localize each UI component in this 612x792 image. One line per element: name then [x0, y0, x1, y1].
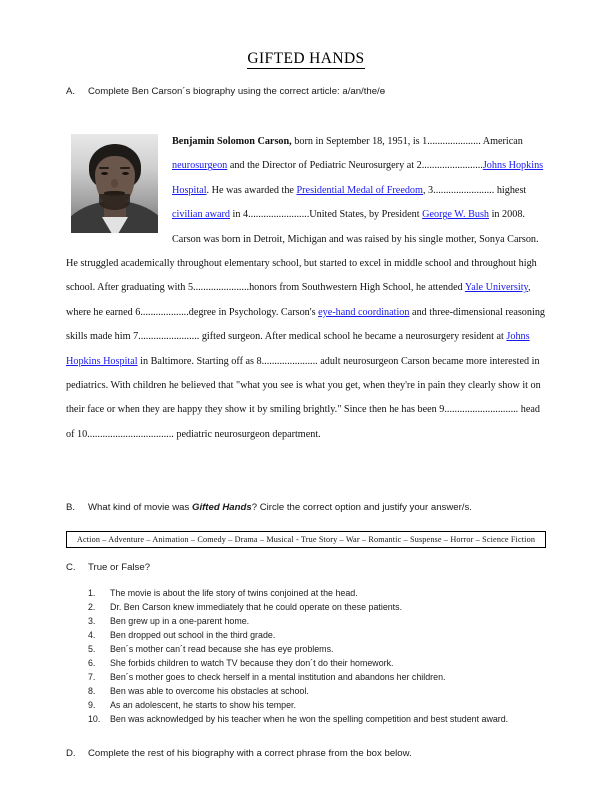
list-item[interactable] [86, 684, 556, 698]
bio-link-johns-hopkins-hospital-2[interactable]: Johns Hopkins Hospital [66, 331, 530, 367]
list-item-number: 8. [88, 686, 96, 696]
list-item[interactable] [86, 698, 556, 712]
list-item-text: As an adolescent, he starts to show his temper. [110, 700, 296, 710]
list-item-text: Ben grew up in a one-parent home. [110, 616, 250, 626]
list-item[interactable] [86, 600, 556, 614]
bio-link-civilian-award[interactable]: civilian award [172, 209, 230, 221]
bio-text-9: in Baltimore. Starting off as 8...................... adult neurosurgeon Carson became more interested in pediatrics. With children he believed that "what you see is what you get, when they're in pain they clearly show it on their face or when they are happy they show it by smiling brightly." Since then he has been 9............................. head of 10.................................. pediatric neurosurgeon department. [66, 355, 541, 440]
bio-link-yale-university[interactable]: Yale University [464, 282, 528, 294]
list-item-number: 7. [88, 672, 96, 682]
portrait-eye-right [122, 172, 129, 175]
list-item[interactable] [86, 628, 556, 642]
bio-text-7: , where he earned 6...................degree in Psychology. Carson's [66, 282, 531, 318]
list-item-number: 9. [88, 700, 96, 710]
portrait-eye-left [101, 172, 108, 175]
bio-text-5: in 4........................United States, by President [230, 209, 423, 221]
section-c-text: True or False? [88, 562, 151, 573]
section-d-heading [66, 748, 412, 759]
list-item[interactable] [86, 614, 556, 628]
section-b-heading [66, 502, 472, 513]
biography-paragraph [66, 130, 548, 447]
bio-text-4: , 3........................ highest [422, 184, 527, 196]
bio-text-1: born in September 18, 1951, is 1..................... American [291, 136, 523, 147]
page-title-text: GIFTED HANDS [247, 50, 365, 67]
list-item-number: 2. [88, 602, 96, 612]
bio-link-george-w-bush[interactable]: George W. Bush [422, 209, 490, 221]
bio-link-presidential-medal-of-freedom[interactable]: Presidential Medal of Freedom [296, 184, 423, 196]
list-item-number: 1. [88, 588, 96, 598]
list-item-text: She forbids children to watch TV because they don´t do their homework. [110, 658, 394, 668]
list-item-text: Ben was able to overcome his obstacles at school. [110, 686, 309, 696]
bio-text-6: in 2008. Carson was born in Detroit, Michigan and was raised by his single mother, Sonya Carson. He struggled academically throughout elementary school, but started to excel in middle school and throughout high school. After graduating with 5......................honors from Southwestern High School, he attended [66, 209, 539, 294]
bio-link-neurosurgeon[interactable]: neurosurgeon [172, 160, 228, 172]
portrait-eyebrow-left [99, 167, 109, 169]
bio-text-8: and three-dimensional reasoning skills made him 7........................ gifted surgeon. After medical school he became a neurosurgery resident at [66, 306, 546, 343]
bio-text-2: and the Director of Pediatric Neurosurgery at 2........................ [227, 160, 483, 172]
section-c-letter: C. [66, 562, 76, 573]
list-item-text: Ben´s mother can´t read because she has eye problems. [110, 644, 334, 654]
portrait-nose [111, 179, 118, 188]
section-a-letter: A. [66, 86, 76, 97]
section-c-heading [66, 562, 150, 573]
list-item[interactable] [86, 712, 556, 726]
section-a-text: Complete Ben Carson´s biography using the correct article: a/an/the/ө [88, 86, 386, 97]
list-item-number: 4. [88, 630, 96, 640]
section-b-text-after: ? Circle the correct option and justify your answer/s. [251, 502, 472, 513]
list-item-text: The movie is about the life story of twins conjoined at the head. [110, 588, 358, 598]
bio-subject-name: Benjamin Solomon Carson, [172, 136, 292, 147]
list-item-number: 10. [88, 714, 101, 724]
list-item[interactable] [86, 586, 556, 600]
section-b-movie-title: Gifted Hands [191, 502, 252, 513]
genre-options-text: Action – Adventure – Animation – Comedy – Drama – Musical - True Story – War – Romantic – Suspense – Horror – Science Fiction [76, 535, 536, 544]
bio-text-3: . He was awarded the [206, 184, 297, 196]
list-item[interactable] [86, 656, 556, 670]
list-item-text: Ben was acknowledged by his teacher when he won the spelling competition and best student award. [110, 714, 509, 724]
list-item-number: 5. [88, 644, 96, 654]
page-title [0, 50, 612, 68]
bio-link-eye-hand-coordination[interactable]: eye-hand coordination [318, 306, 410, 318]
genre-options-box[interactable] [66, 531, 546, 548]
section-a-heading [66, 86, 385, 97]
section-d-text: Complete the rest of his biography with a correct phrase from the box below. [88, 748, 412, 759]
portrait-eyebrow-right [120, 167, 130, 169]
ben-carson-portrait-photo [71, 134, 158, 233]
list-item-text: Dr. Ben Carson knew immediately that he could operate on these patients. [110, 602, 403, 612]
section-b-letter: B. [66, 502, 76, 513]
list-item-number: 6. [88, 658, 96, 668]
portrait-beard [99, 194, 130, 210]
list-item-number: 3. [88, 616, 96, 626]
list-item[interactable] [86, 642, 556, 656]
bio-link-johns-hopkins-hospital[interactable]: Johns Hopkins Hospital [172, 160, 544, 196]
list-item[interactable] [86, 670, 556, 684]
section-d-letter: D. [66, 748, 76, 759]
section-b-text-before: What kind of movie was [88, 502, 192, 513]
list-item-text: Ben dropped out school in the third grade. [110, 630, 276, 640]
true-false-list [86, 586, 556, 726]
list-item-text: Ben´s mother goes to check herself in a mental institution and abandons her children. [110, 672, 446, 682]
